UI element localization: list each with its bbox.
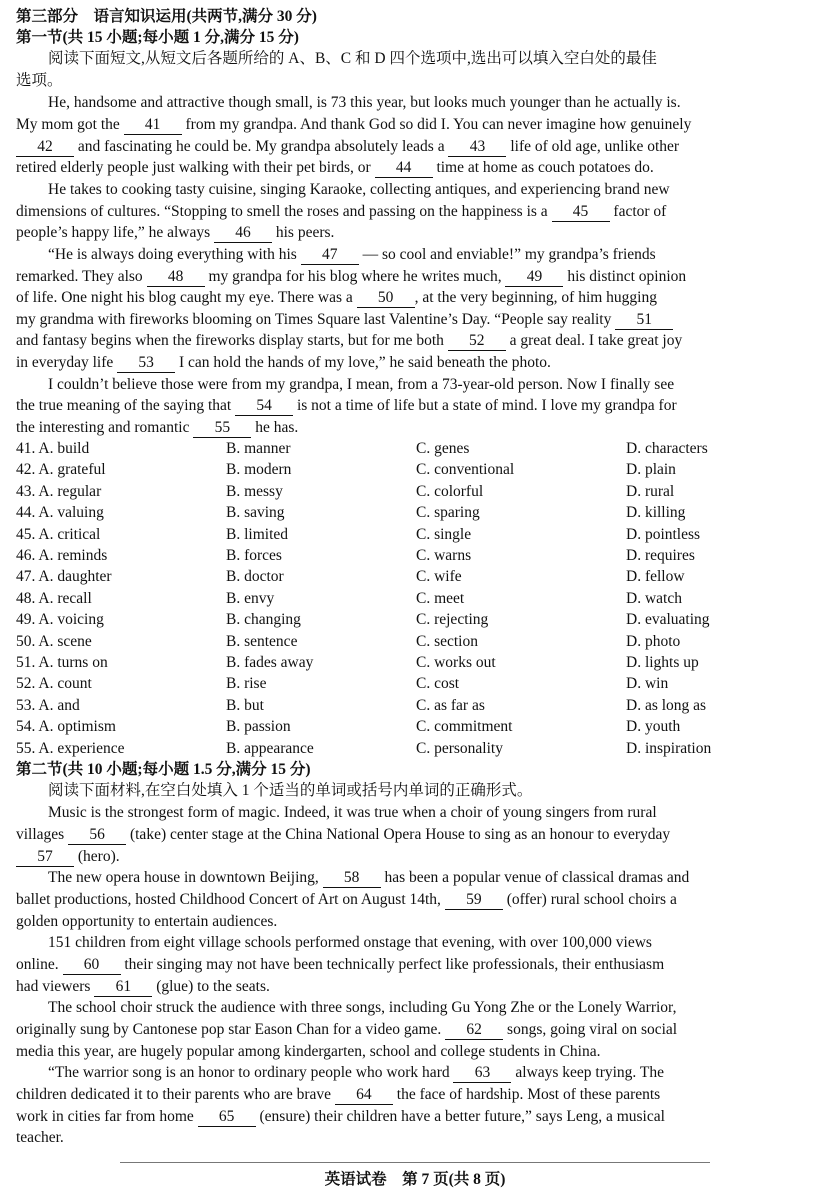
option-a: 52. A. count [16,675,92,693]
option-c: C. conventional [416,461,515,479]
passage1-line [16,179,830,200]
blank-51: 51 [615,311,673,330]
blank-55: 55 [193,419,251,438]
passage-text: the true meaning of the saying that [16,397,236,414]
option-b: B. passion [226,718,291,736]
option-b: B. sentence [226,632,298,650]
passage1-line [16,374,830,395]
option-b: B. changing [226,611,301,629]
option-c: C. colorful [416,482,484,500]
passage-text: children dedicated it to their parents who are brave [16,1086,335,1103]
passage-text: dimensions of cultures. “Stopping to smell the roses and passing on the happiness is a [16,203,552,220]
passage2-line [16,1106,816,1127]
option-a: 43. A. regular [16,482,102,500]
passage1-line [16,417,816,438]
passage-text: their singing may not have been technically perfect like professionals, their enthusiasm [120,956,665,973]
option-d: D. as long as [626,696,707,714]
passage-text: (offer) rural school choirs a [502,891,677,908]
passage-text: villages [16,826,69,843]
passage1-line [16,92,830,113]
option-a: 44. A. valuing [16,504,104,522]
passage2-line [16,1127,816,1148]
option-b: B. but [226,696,264,714]
passage-text: Music is the strongest form of magic. Indeed, it was true when a choir of young singers from rural [48,804,657,821]
option-d: D. photo [626,632,681,650]
option-d: D. youth [626,718,681,736]
option-row [16,566,816,587]
blank-60: 60 [63,956,121,975]
blank-46: 46 [214,224,272,243]
option-a: 50. A. scene [16,632,92,650]
blank-50: 50 [357,289,415,308]
option-b: B. saving [226,504,285,522]
passage-text: songs, going viral on social [503,1021,678,1038]
option-a: 41. A. build [16,440,90,457]
passage-text: media this year, are hugely popular among kindergarten, school and college students in China. [16,1043,601,1060]
passage2-line [16,976,816,997]
passage-text: and fantasy begins when the fireworks display starts, but for me both [16,332,448,349]
blank-57: 57 [16,848,74,867]
option-row [16,652,816,673]
passage-text: a great deal. I take great joy [505,332,683,349]
passage-text: from my grandpa. And thank God so did I. You can never imagine how genuinely [181,116,692,133]
option-c: C. cost [416,675,460,693]
option-c: C. sparing [416,504,480,522]
blank-52: 52 [448,332,506,351]
passage-text: work in cities far from home [16,1108,198,1125]
passage-text: He, handsome and attractive though small, is 73 this year, but looks much younger than he actually is. [48,94,681,111]
option-a: 42. A. grateful [16,461,106,479]
passage-text: (hero). [74,848,120,865]
blank-65: 65 [198,1108,256,1127]
passage2-line [16,802,830,823]
blank-64: 64 [335,1086,393,1105]
option-d: D. win [626,675,669,693]
passage-text: online. [16,956,63,973]
option-row [16,459,816,480]
passage-text: factor of [609,203,667,220]
blank-42: 42 [16,138,74,157]
option-d: D. characters [626,440,708,457]
option-d: D. lights up [626,654,699,671]
passage2-line [16,846,816,867]
blank-56: 56 [68,826,126,845]
section2-heading: 第二节(共 10 小题;每小题 1.5 分,满分 15 分) [16,761,311,778]
passage1-line [16,157,816,178]
passage-text: always keep trying. The [511,1064,665,1081]
option-row [16,588,816,609]
option-c: C. commitment [416,718,513,736]
option-b: B. appearance [226,739,314,757]
blank-45: 45 [552,203,610,222]
option-b: B. messy [226,482,283,500]
option-row [16,673,816,694]
passage-text: my grandma with fireworks blooming on Times Square last Valentine’s Day. “People say reality [16,311,616,328]
option-row [16,609,816,630]
passage-text: my grandpa for his blog where he writes much, [204,268,506,285]
passage-text: 151 children from eight village schools performed onstage that evening, with over 100,000 views [48,934,652,951]
option-c: C. single [416,525,472,543]
option-d: D. plain [626,461,676,479]
blank-63: 63 [453,1064,511,1083]
passage-text: — so cool and enviable!” my grandpa’s friends [358,246,656,263]
passage-text: is not a time of life but a state of mind. I love my grandpa for [293,397,677,414]
passage1-line [16,136,816,157]
blank-58: 58 [323,869,381,888]
blank-44: 44 [375,159,433,178]
blank-47: 47 [301,246,359,265]
passage-text: My mom got the [16,116,124,133]
passage2-line [16,1019,816,1040]
option-c: C. as far as [416,696,485,714]
option-a: 55. A. experience [16,739,125,757]
passage-text: (ensure) their children have a better future,” says Leng, a musical [255,1108,665,1125]
passage-text: remarked. They also [16,268,147,285]
blank-53: 53 [117,354,175,373]
blank-61: 61 [94,978,152,997]
blank-49: 49 [505,268,563,287]
option-a: 49. A. voicing [16,611,104,629]
passage-text: , at the very beginning, of him hugging [414,289,657,306]
section1-instruction: 阅读下面短文,从短文后各题所给的 A、B、C 和 D 四个选项中,选出可以填入空白处的最佳 [48,50,657,67]
passage-text: in everyday life [16,354,118,371]
footer-rule [120,1162,710,1163]
passage1-line [16,201,816,222]
passage1-line [16,309,816,330]
option-a: 46. A. reminds [16,547,108,564]
option-b: B. doctor [226,568,284,586]
option-b: B. rise [226,675,267,693]
passage-text: teacher. [16,1129,64,1146]
section1-heading: 第一节(共 15 小题;每小题 1 分,满分 15 分) [16,29,299,46]
page-footer: 英语试卷 第 7 页(共 8 页) [324,1171,506,1188]
option-d: D. requires [626,547,695,564]
option-c: C. rejecting [416,611,489,629]
passage-text: golden opportunity to entertain audiences. [16,913,278,930]
option-a: 48. A. recall [16,589,92,607]
passage-text: time at home as couch potatoes do. [432,159,654,176]
passage-text: his distinct opinion [563,268,687,285]
passage-text: I can hold the hands of my love,” he said beneath the photo. [175,354,551,371]
passage1-line [16,222,816,243]
blank-43: 43 [448,138,506,157]
option-row [16,631,816,652]
passage-text: the interesting and romantic [16,419,194,436]
option-d: D. fellow [626,568,685,586]
passage-text: originally sung by Cantonese pop star Eason Chan for a video game. [16,1021,446,1038]
blank-41: 41 [124,116,182,135]
option-c: C. warns [416,547,472,564]
passage-text: people’s happy life,” he always [16,224,214,241]
passage2-line [16,1041,816,1062]
option-a: 45. A. critical [16,525,101,543]
passage-text: of life. One night his blog caught my eye. There was a [16,289,357,306]
option-c: C. works out [416,654,496,671]
passage-text: (glue) to the seats. [152,978,270,995]
option-b: B. manner [226,440,291,457]
passage2-line [16,889,816,910]
passage-text: his peers. [272,224,335,241]
option-row [16,545,816,566]
option-c: C. personality [416,739,503,757]
passage-text: life of old age, unlike other [506,138,680,155]
blank-59: 59 [445,891,503,910]
option-b: B. envy [226,589,275,607]
passage2-line [16,997,830,1018]
passage1-line [16,114,816,135]
passage-text: and fascinating he could be. My grandpa absolutely leads a [74,138,449,155]
passage-text: he has. [251,419,299,436]
part-heading: 第三部分 语言知识运用(共两节,满分 30 分) [16,8,317,25]
option-c: C. wife [416,568,462,586]
option-row [16,502,816,523]
option-row [16,524,816,545]
option-b: B. modern [226,461,292,479]
option-c: C. meet [416,589,465,607]
passage-text: The new opera house in downtown Beijing, [48,869,323,886]
option-d: D. evaluating [626,611,710,629]
passage1-line [16,352,816,373]
section1-instruction-cont: 选项。 [16,72,63,89]
passage1-line [16,266,816,287]
passage1-line [16,395,816,416]
blank-48: 48 [147,268,205,287]
passage-text: had viewers [16,978,95,995]
option-row [16,738,816,759]
passage1-line [16,244,830,265]
passage1-line [16,330,816,351]
passage-text: I couldn’t believe those were from my grandpa, I mean, from a 73-year-old person. Now I finally see [48,376,675,393]
option-row [16,695,816,716]
passage2-line [16,911,816,932]
passage-text: has been a popular venue of classical dramas and [380,869,690,886]
option-d: D. rural [626,482,675,500]
option-a: 47. A. daughter [16,568,112,586]
passage-text: retired elderly people just walking with their pet birds, or [16,159,375,176]
option-c: C. genes [416,440,470,457]
option-b: B. forces [226,547,282,564]
passage-text: ballet productions, hosted Childhood Concert of Art on August 14th, [16,891,445,908]
passage1-line [16,287,816,308]
option-a: 53. A. and [16,696,80,714]
passage-text: The school choir struck the audience with three songs, including Gu Yong Zhe or the Lonely Warrior, [48,999,677,1016]
option-b: B. limited [226,525,288,543]
passage-text: (take) center stage at the China National Opera House to sing as an honour to everyday [126,826,671,843]
passage-text: He takes to cooking tasty cuisine, singing Karaoke, collecting antiques, and experiencing brand new [48,181,670,198]
passage2-line [16,824,816,845]
option-d: D. pointless [626,525,701,543]
passage2-line [16,932,830,953]
option-row [16,716,816,737]
blank-54: 54 [235,397,293,416]
blank-62: 62 [445,1021,503,1040]
option-d: D. killing [626,504,686,522]
passage2-line [16,1062,830,1083]
passage2-line [16,954,816,975]
option-d: D. inspiration [626,739,712,757]
option-row [16,481,816,502]
passage2-line [16,867,830,888]
option-c: C. section [416,632,478,650]
passage-text: “The warrior song is an honor to ordinary people who work hard [48,1064,454,1081]
option-d: D. watch [626,589,682,607]
option-row [16,438,816,459]
section2-instruction: 阅读下面材料,在空白处填入 1 个适当的单词或括号内单词的正确形式。 [48,782,533,799]
option-a: 54. A. optimism [16,718,116,736]
passage2-line [16,1084,816,1105]
option-b: B. fades away [226,654,314,671]
option-a: 51. A. turns on [16,654,108,671]
passage-text: “He is always doing everything with his [48,246,301,263]
passage-text: the face of hardship. Most of these parents [392,1086,661,1103]
